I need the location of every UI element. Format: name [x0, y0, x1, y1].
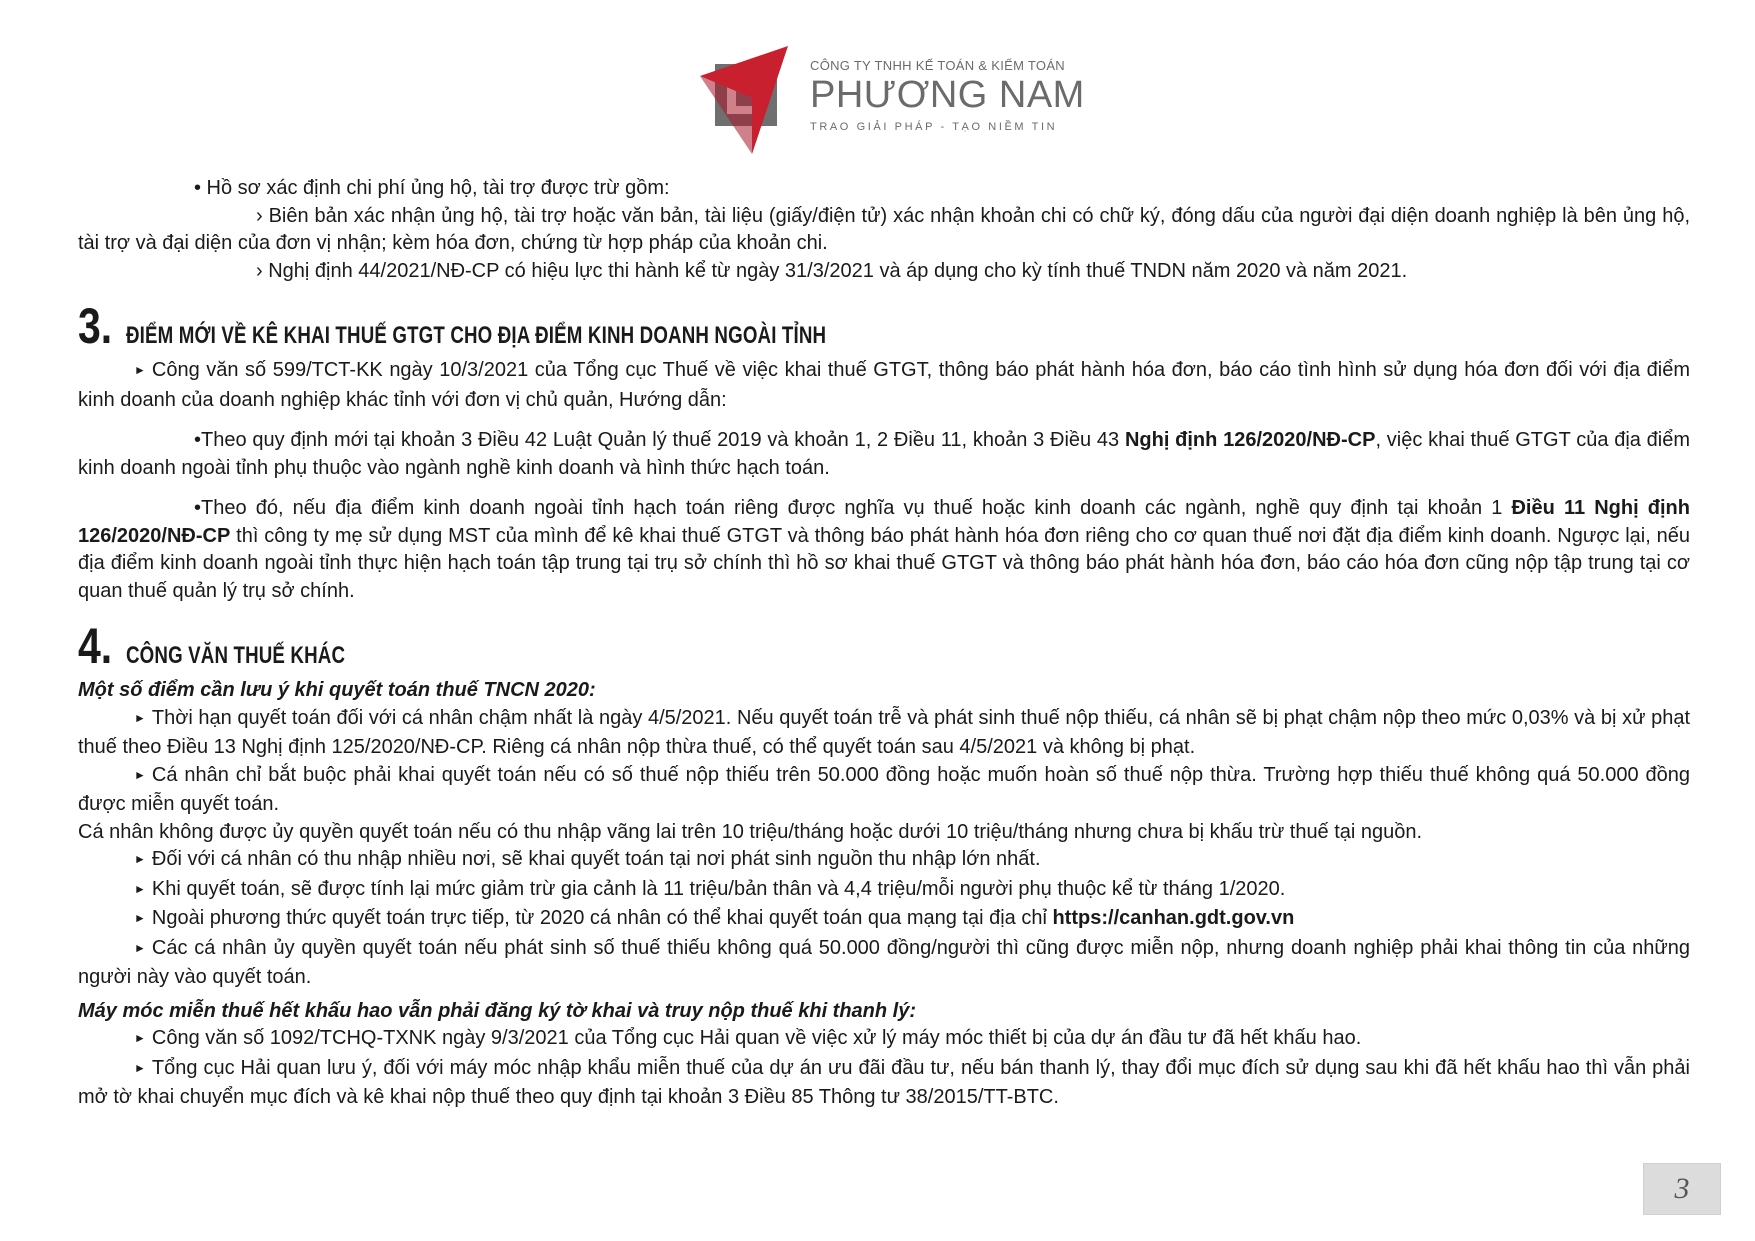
company-logo — [700, 46, 820, 156]
triangle-bullet-icon: ► — [134, 940, 146, 955]
brand-name: PHƯƠNG NAM — [810, 74, 1085, 116]
page-number: 3 — [1674, 1172, 1690, 1205]
tagline: TRAO GIẢI PHÁP - TẠO NIỀM TIN — [810, 121, 1058, 133]
list-item: ► Khi quyết toán, sẽ được tính lại mức giảm trừ gia cảnh là 11 triệu/bản thân và 4,4 triệu/mỗi người phụ thuộc kể từ tháng 1/2020. — [134, 877, 1286, 900]
section-4-number: 4. — [78, 618, 113, 674]
section-4-title: CÔNG VĂN THUẾ KHÁC — [126, 642, 346, 669]
intro-item-2: › Nghị định 44/2021/NĐ-CP có hiệu lực thi hành kể từ ngày 31/3/2021 và áp dụng cho kỳ tính thuế TNDN năm 2020 và năm 2021. — [256, 259, 1408, 282]
triangle-bullet-icon: ► — [134, 881, 146, 896]
list-item: ► Thời hạn quyết toán đối với cá nhân chậm nhất là ngày 4/5/2021. Nếu quyết toán trễ và phát sinh thuế nộp thiếu, cá nhân sẽ bị phạt chậm nộp theo mức 0,03% và bị xử phạt thuế theo Điều 13 Nghị định 125/2020/NĐ-CP. Riêng cá nhân nộp thừa thuế, có thể quyết toán sau 4/5/2021 và không bị phạt. — [78, 706, 1690, 758]
list-item: ► Ngoài phương thức quyết toán trực tiếp, từ 2020 cá nhân có thể khai quyết toán qua mạng tại địa chỉ https://canhan.gdt.gov.vn — [134, 907, 1295, 929]
triangle-bullet-icon: ► — [134, 767, 146, 782]
triangle-bullet-icon: ► — [134, 911, 146, 925]
page-number-box — [1643, 1163, 1721, 1215]
company-name: CÔNG TY TNHH KẾ TOÁN & KIỂM TOÁN — [810, 58, 1065, 73]
list-item: ► Công văn số 1092/TCHQ-TXNK ngày 9/3/2021 của Tổng cục Hải quan về việc xử lý máy móc thiết bị của dự án đầu tư đã hết khấu hao. — [134, 1027, 1362, 1049]
subheading-tncn: Một số điểm cần lưu ý khi quyết toán thuế TNCN 2020: — [78, 679, 596, 701]
section-3-title: ĐIỂM MỚI VỀ KÊ KHAI THUẾ GTGT CHO ĐỊA ĐIỂM KINH DOANH NGOÀI TỈNH — [126, 322, 827, 349]
triangle-bullet-icon: ► — [134, 363, 146, 377]
list-item: ► Đối với cá nhân có thu nhập nhiều nơi, sẽ khai quyết toán tại nơi phát sinh nguồn thu nhập lớn nhất. — [134, 848, 1041, 870]
intro-bullet-heading: • Hồ sơ xác định chi phí ủng hộ, tài trợ được trừ gồm: — [194, 177, 670, 199]
section-3-paragraph-3: •Theo đó, nếu địa điểm kinh doanh ngoài tỉnh hạch toán riêng được nghĩa vụ thuế hoặc kinh doanh các ngành, nghề quy định tại khoản 1 Điều 11 Nghị định 126/2020/NĐ-CP thì công ty mẹ sử dụng MST của mình để kê khai thuế GTGT và thông báo phát hành hóa đơn riêng cho cơ quan thuế nơi đặt địa điểm kinh doanh. Ngược lại, nếu địa điểm kinh doanh ngoài tỉnh thực hiện hạch toán tập trung tại trụ sở chính thì hồ sơ khai thuế GTGT và thông báo phát hành hóa đơn, báo cáo hóa đơn cũng nộp tập trung tại cơ quan thuế quản lý trụ sở chính. — [78, 497, 1690, 602]
section-4-heading — [78, 618, 1690, 674]
section-3-paragraph-1: ► Công văn số 599/TCT-KK ngày 10/3/2021 của Tổng cục Thuế về việc khai thuế GTGT, thông báo phát hành hóa đơn, báo cáo tình hình sử dụng hóa đơn đối với địa điểm kinh doanh của doanh nghiệp khác tỉnh với đơn vị chủ quản, Hướng dẫn: — [78, 359, 1690, 411]
page-header — [700, 46, 1085, 156]
triangle-bullet-icon: ► — [134, 852, 146, 866]
triangle-bullet-icon: ► — [134, 710, 146, 725]
document-body — [78, 175, 1690, 1112]
section-3-paragraph-2: •Theo quy định mới tại khoản 3 Điều 42 Luật Quản lý thuế 2019 và khoản 1, 2 Điều 11, khoản 3 Điều 43 Nghị định 126/2020/NĐ-CP, việc khai thuế GTGT của địa điểm kinh doanh ngoài tỉnh phụ thuộc vào ngành nghề kinh doanh và hình thức hạch toán. — [78, 429, 1691, 479]
section-3-heading — [78, 298, 1690, 354]
list-item: ► Các cá nhân ủy quyền quyết toán nếu phát sinh số thuế thiếu không quá 50.000 đồng/người thì cũng được miễn nộp, nhưng doanh nghiệp phải khai thông tin của những người này vào quyết toán. — [78, 936, 1690, 988]
list-item: ► Tổng cục Hải quan lưu ý, đối với máy móc nhập khẩu miễn thuế của dự án ưu đãi đầu tư, nếu bán thanh lý, thay đổi mục đích sử dụng sau khi đã hết khấu hao thì vẫn phải mở tờ khai chuyển mục đích và kê khai nộp thuế theo quy định tại khoản 3 Điều 85 Thông tư 38/2015/TT-BTC. — [78, 1056, 1690, 1108]
triangle-bullet-icon: ► — [134, 1060, 146, 1075]
list-item: ► Cá nhân chỉ bắt buộc phải khai quyết toán nếu có số thuế nộp thiếu trên 50.000 đồng hoặc muốn hoàn số thuế nộp thừa. Trường hợp thiếu thuế không quá 50.000 đồng được miễn quyết toán. — [78, 763, 1690, 815]
intro-item-1: › Biên bản xác nhận ủng hộ, tài trợ hoặc văn bản, tài liệu (giấy/điện tử) xác nhận khoản chi có chữ ký, đóng dấu của người đại diện doanh nghiệp là bên ủng hộ, tài trợ và đại diện của đơn vị nhận; kèm hóa đơn, chứng từ hợp pháp của khoản chi. — [78, 204, 1690, 254]
list-item-continuation: Cá nhân không được ủy quyền quyết toán nếu có thu nhập vãng lai trên 10 triệu/tháng hoặc dưới 10 triệu/tháng nhưng chưa bị khấu trừ thuế tại nguồn. — [78, 820, 1423, 843]
triangle-bullet-icon: ► — [134, 1031, 146, 1045]
subheading-machinery: Máy móc miễn thuế hết khấu hao vẫn phải đăng ký tờ khai và truy nộp thuế khi thanh lý: — [78, 999, 917, 1022]
section-3-number: 3. — [78, 298, 113, 354]
canhan-link[interactable]: https://canhan.gdt.gov.vn — [1052, 907, 1295, 929]
